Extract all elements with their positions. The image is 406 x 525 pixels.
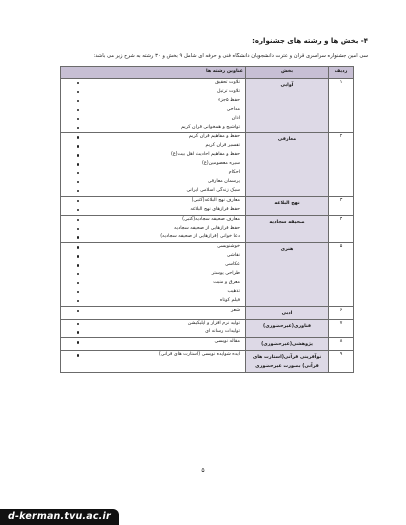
site-watermark[interactable]: d-kerman.tvu.ac.ir: [0, 509, 119, 525]
field-name: حفظ فرازهایی از صحیفه سجادیه: [174, 225, 240, 231]
intro-paragraph: سی امین جشنواره سراسری قرآن و عترت دانشجویان دانشگاه فنی و حرفه ای شامل ۹ بخش و ۳۰ رشته به شرح زیر می باشد:: [93, 53, 368, 59]
field-name: تواشیح و همخوانی قرآن کریم: [181, 124, 240, 130]
header-section: بخش: [246, 67, 329, 79]
table-row: [61, 338, 354, 351]
list-item: [63, 169, 243, 178]
list-item: [63, 133, 243, 142]
field-name: شعر: [231, 307, 240, 313]
table-row: [61, 196, 354, 215]
fields-cell: [61, 243, 246, 306]
table-row: [61, 306, 354, 319]
bullet-icon: [77, 331, 79, 333]
section-heading: ۴- بخش ها و رشته های جشنواره:: [252, 37, 368, 45]
fields-cell: [61, 306, 246, 319]
section-cell: [246, 133, 329, 196]
list-item: [63, 216, 243, 225]
bullet-icon: [77, 255, 79, 257]
row-number: ۴: [329, 215, 354, 243]
fields-cell: [61, 319, 246, 338]
field-name: مداحی: [226, 106, 240, 112]
table-row: [61, 243, 354, 306]
list-item: [63, 151, 243, 160]
field-name: تلاوت ترتیل: [217, 88, 240, 94]
section-cell: [246, 196, 329, 215]
list-item: [63, 297, 243, 306]
section-cell: [246, 319, 329, 338]
field-name: سبک زندگی اسلامی ایرانی: [186, 187, 240, 193]
field-name: احکام: [228, 170, 240, 176]
list-item: [63, 206, 243, 215]
section-name: پژوهشی(غیرحضوری): [261, 342, 313, 348]
list-item: [63, 88, 243, 97]
list-item: [63, 243, 243, 252]
field-name: خوشنویسی: [216, 244, 240, 250]
field-name: نقاشی: [226, 253, 240, 259]
header-row-number: ردیف: [329, 67, 354, 79]
section-cell: [246, 306, 329, 319]
row-number: ۸: [329, 338, 354, 351]
field-name: معرق و منبت: [213, 279, 240, 285]
field-name: دعا خوانی (فرازهایی از صحیفه سجادیه): [160, 234, 240, 240]
bullet-icon: [77, 236, 79, 238]
field-name: طراحی پوستر: [211, 271, 240, 277]
row-number: ۶: [329, 306, 354, 319]
table-row: [61, 215, 354, 243]
row-number: ۹: [329, 351, 354, 373]
field-name: معارف نهج البلاغه(کتبی): [191, 197, 240, 203]
bullet-icon: [77, 228, 79, 230]
list-item: [63, 279, 243, 288]
field-name: تلاوت تحقیق: [215, 80, 240, 85]
bullet-icon: [77, 82, 79, 84]
bullet-icon: [77, 341, 79, 343]
field-name: حفظ و مفاهیم احادیث اهل بیت(ع): [170, 152, 240, 158]
fields-cell: [61, 351, 246, 373]
bullet-icon: [77, 273, 79, 275]
section-name: هنری: [280, 247, 294, 253]
field-name: پرسمان معارفی: [207, 178, 240, 184]
list-item: [63, 261, 243, 270]
section-name: فناوری(غیرحضوری): [263, 323, 311, 329]
table-row: [61, 351, 354, 373]
bullet-icon: [77, 154, 79, 156]
fields-cell: [61, 215, 246, 243]
bullet-icon: [77, 264, 79, 266]
bullet-icon: [77, 323, 79, 325]
bullet-icon: [77, 91, 79, 93]
field-name: حفظ ۵جزء: [218, 97, 240, 103]
bullet-icon: [77, 145, 79, 147]
field-name: معارف صحیفه سجادیه(کتبی): [182, 216, 240, 222]
list-item: [63, 106, 243, 115]
section-cell: [246, 351, 329, 373]
bullet-icon: [77, 200, 79, 202]
page-number: ۵: [201, 467, 205, 474]
list-item: [63, 270, 243, 279]
bullet-icon: [77, 163, 79, 165]
bullet-icon: [77, 219, 79, 221]
bullet-icon: [77, 136, 79, 138]
row-number: ۷: [329, 319, 354, 338]
field-name: تولیدات رسانه ای: [205, 329, 240, 335]
bullet-icon: [77, 118, 79, 120]
field-name: تفسیر قرآن کریم: [205, 143, 240, 149]
list-item: [63, 160, 243, 169]
list-item: [63, 79, 243, 88]
fields-cell: [61, 196, 246, 215]
row-number: ۱: [329, 79, 354, 133]
list-item: [63, 320, 243, 329]
field-name: تولید نرم افزار و اپلیکیشن: [187, 320, 240, 326]
table-body: [61, 79, 354, 373]
fields-cell: [61, 79, 246, 133]
table-header-row: [61, 67, 354, 79]
bullet-icon: [77, 127, 79, 129]
list-item: [63, 307, 243, 316]
field-name: مقاله نویسی: [214, 339, 240, 345]
list-item: [63, 187, 243, 196]
field-name: ایده شوآپده نویسی (استارت های قرآنی): [158, 352, 240, 358]
list-item: [63, 97, 243, 106]
fields-cell: [61, 133, 246, 196]
field-name: فیلم کوتاه: [219, 297, 240, 303]
row-number: ۵: [329, 243, 354, 306]
list-item: [63, 233, 243, 242]
bullet-icon: [77, 246, 79, 248]
field-name: عکاسی: [225, 262, 240, 268]
section-name: نهج البلاغه: [274, 200, 300, 206]
list-item: [63, 197, 243, 206]
table-row: [61, 79, 354, 133]
header-fields: عناوین رشته ها: [61, 67, 246, 79]
field-name: اذان: [231, 115, 240, 121]
bullet-icon: [77, 100, 79, 102]
field-name: تذهیب: [227, 288, 240, 294]
list-item: [63, 124, 243, 133]
list-item: [63, 288, 243, 297]
section-name: آوایی: [280, 83, 294, 88]
list-item: [63, 142, 243, 151]
section-cell: [246, 338, 329, 351]
field-name: حفظ و مفاهیم قرآن کریم: [188, 134, 240, 140]
bullet-icon: [77, 181, 79, 183]
fields-cell: [61, 338, 246, 351]
bullet-icon: [77, 190, 79, 192]
footer-bar: [0, 509, 406, 525]
list-item: [63, 328, 243, 337]
section-name: صحیفه سجادیه: [269, 219, 305, 225]
list-item: [63, 225, 243, 234]
section-name: ادبی: [281, 310, 293, 316]
row-number: ۲: [329, 133, 354, 196]
list-item: [63, 351, 243, 360]
section-cell: [246, 215, 329, 243]
table-row: [61, 133, 354, 196]
table-row: [61, 319, 354, 338]
bullet-icon: [77, 209, 79, 211]
section-cell: [246, 79, 329, 133]
list-item: [63, 115, 243, 124]
bullet-icon: [77, 109, 79, 111]
bullet-icon: [77, 310, 79, 312]
list-item: [63, 252, 243, 261]
row-number: ۳: [329, 196, 354, 215]
bullet-icon: [77, 354, 79, 356]
field-name: حفظ فرازهای نهج البلاغه: [190, 206, 240, 212]
list-item: [63, 338, 243, 347]
bullet-icon: [77, 291, 79, 293]
bullet-icon: [77, 300, 79, 302]
section-name: نوآفرینی قرآنی(استارت های قرآنی) بصورت غیرحضوری: [252, 355, 322, 370]
festival-sections-table: [60, 66, 354, 373]
list-item: [63, 178, 243, 187]
field-name: سیره معصومین(ع): [202, 161, 240, 167]
section-cell: [246, 243, 329, 306]
section-name: معارفی: [277, 137, 297, 143]
bullet-icon: [77, 282, 79, 284]
bullet-icon: [77, 172, 79, 174]
